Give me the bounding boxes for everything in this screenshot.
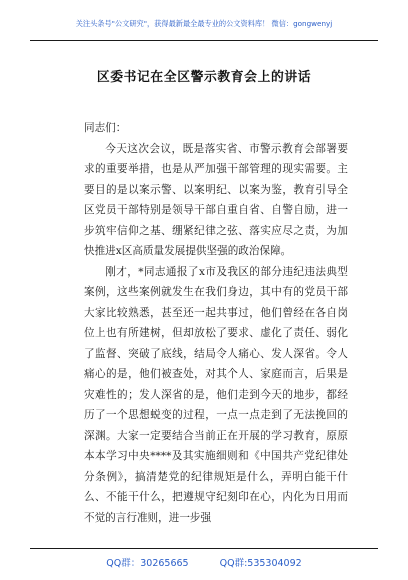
header-banner: 关注头条号"公文研究"，获得最新最全最专业的公文资料库！ 微信：gongwenyj bbox=[75, 19, 333, 28]
document-body bbox=[84, 118, 348, 528]
document-title: 区委书记在全区警示教育会上的讲话 bbox=[96, 70, 312, 85]
qq-group-2: QQ群:535304092 bbox=[219, 558, 302, 569]
footer-contacts bbox=[0, 555, 408, 569]
paragraph: 今天这次会议，既是落实省、市警示教育会部署要求的重要举措，也是从严加强干部管理的现实需要。主要目的是以案示警、以案明纪、以案为鉴，教育引导全区党员干部特别是领导干部自重自省、自警自励，进一步筑牢信仰之基、绷紧纪律之弦、落实应尽之责，为加快推进x区高质量发展提供坚强的政治保障。 bbox=[84, 142, 348, 257]
salutation: 同志们： bbox=[84, 122, 127, 134]
footer-divider bbox=[30, 548, 378, 549]
qq-group-1: QQ群：30265665 bbox=[106, 558, 189, 569]
header-divider bbox=[30, 40, 378, 41]
paragraph: 刚才，*同志通报了x市及我区的部分违纪违法典型案例，这些案例就发生在我们身边，其中有的党员干部大家比较熟悉，甚至还一起共事过，他们曾经在各自岗位上也有所建树，但却放松了要求、虚化了责任、弱化了监督、突破了底线，结局令人痛心、发人深省。令人痛心的是，他们被查处，对其个人、家庭而言，后果是灾难性的；发人深省的是，他们走到今天的地步，都经历了一个思想蜕变的过程，一点一点走到了无法挽回的深渊。大家一定要结合当前正在开展的学习教育，原原本本学习中央****及其实施细则和《中国共产党纪律处分条例》，搞清楚党的纪律规矩是什么，弄明白能干什么、不能干什么，把遵规守纪刻印在心，内化为日用而不觉的言行准则，进一步强 bbox=[84, 265, 348, 524]
